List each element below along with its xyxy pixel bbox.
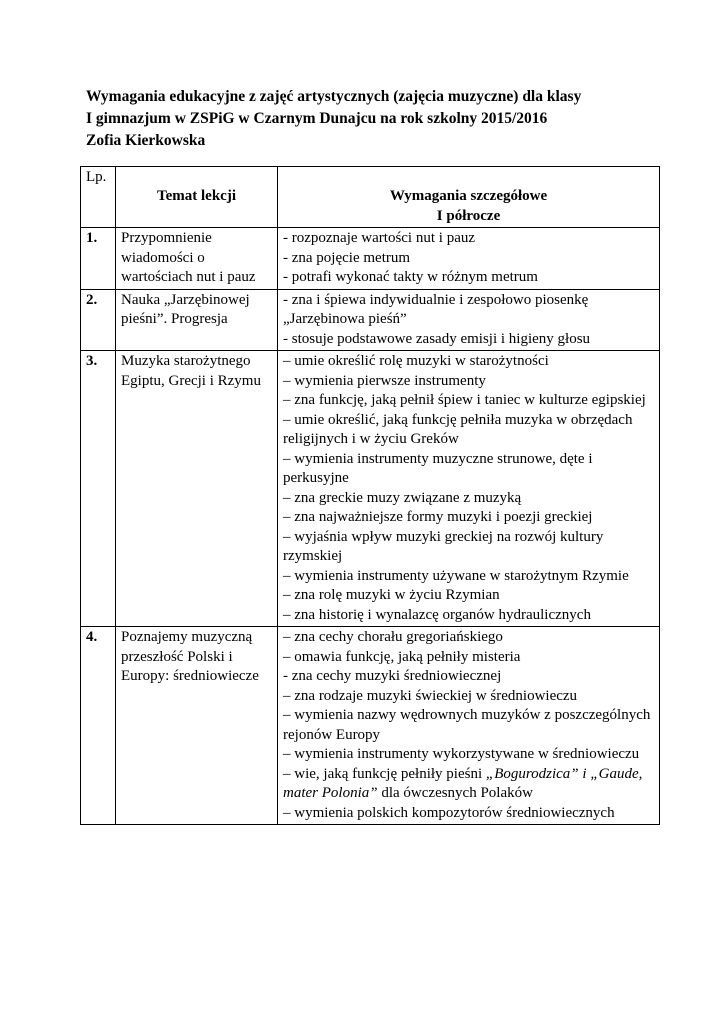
requirement-item: – zna cechy chorału gregoriańskiego (283, 629, 503, 645)
requirement-item: – omawia funkcję, jaką pełniły misteria (283, 648, 521, 665)
requirement-item: – wymienia polskich kompozytorów średniowiecznych (283, 804, 615, 821)
row-requirements (278, 228, 660, 290)
row-topic: Poznajemy muzyczną przeszłość Polski i Europy: średniowiecze (116, 627, 278, 825)
row-number: 1. (81, 228, 116, 290)
header-semester-label: I półrocze (436, 207, 501, 224)
requirement-item: – umie określić, jaką funkcję pełniła muzyka w obrzędach religijnych i w życiu Greków (283, 411, 633, 447)
requirement-text: dla ówczesnych Polaków (377, 785, 533, 801)
row-topic: Muzyka starożytnego Egiptu, Grecji i Rzymu (116, 351, 278, 627)
song-titles: „Bogurodzica” i „Gaude, mater Polonia” (283, 765, 643, 801)
requirement-item: – wymienia nazwy wędrownych muzyków z poszczególnych rejonów Europy (283, 707, 651, 743)
row-requirements (278, 351, 660, 627)
requirement-item: – zna historię i wynalazcę organów hydraulicznych (283, 606, 591, 623)
title-line-1: Wymagania edukacyjne z zajęć artystycznych (zajęcia muzyczne) dla klasy (86, 88, 582, 105)
document-title (86, 86, 686, 152)
row-requirements (278, 289, 660, 351)
requirement-item: - rozpoznaje wartości nut i pauz (283, 230, 476, 246)
requirement-item: – umie określić rolę muzyki w starożytności (283, 353, 549, 369)
requirement-item: – wyjaśnia wpływ muzyki greckiej na rozwój kultury rzymskiej (283, 528, 604, 564)
table-row (81, 351, 660, 627)
header-topic-label: Temat lekcji (156, 188, 236, 204)
row-number: 4. (81, 627, 116, 825)
row-number: 3. (81, 351, 116, 627)
requirement-item: – wymienia instrumenty używane w starożytnym Rzymie (283, 567, 629, 584)
requirement-item: - zna cechy muzyki średniowiecznej (283, 668, 502, 684)
requirement-item: – wymienia pierwsze instrumenty (283, 372, 486, 389)
header-lp: Lp. (81, 167, 116, 228)
requirement-text: – wie, jaką funkcję pełniły pieśni (283, 765, 486, 782)
header-requirements (278, 167, 660, 228)
requirement-item: - zna i śpiewa indywidualnie i zespołowo piosenkę „Jarzębinowa pieśń” (283, 291, 589, 327)
title-author: Zofia Kierkowska (86, 132, 206, 149)
header-requirements-label: Wymagania szczegółowe (389, 188, 548, 204)
table-row (81, 228, 660, 290)
requirements-table (80, 166, 660, 825)
row-requirements (278, 627, 660, 825)
requirement-item: - stosuje podstawowe zasady emisji i higieny głosu (283, 330, 591, 347)
requirement-item: – zna greckie muzy związane z muzyką (283, 489, 522, 506)
row-topic: Nauka „Jarzębinowej pieśni”. Progresja (116, 289, 278, 351)
requirement-item: - zna pojęcie metrum (283, 249, 411, 266)
requirement-item: - potrafi wykonać takty w różnym metrum (283, 269, 538, 285)
requirement-item: – zna najważniejsze formy muzyki i poezji greckiej (283, 509, 593, 525)
requirement-item: – zna funkcję, jaką pełnił śpiew i taniec w kulturze egipskiej (283, 392, 646, 408)
requirement-item: – wymienia instrumenty wykorzystywane w średniowieczu (283, 746, 640, 762)
requirement-item: – wymienia instrumenty muzyczne strunowe, dęte i perkusyjne (283, 450, 593, 486)
table-row (81, 289, 660, 351)
row-number: 2. (81, 289, 116, 351)
header-topic (116, 167, 278, 228)
requirement-item-with-titles (283, 765, 654, 804)
requirement-item: – zna rolę muzyki w życiu Rzymian (283, 587, 500, 603)
table-row (81, 627, 660, 825)
requirement-item: – zna rodzaje muzyki świeckiej w średniowieczu (283, 687, 578, 704)
title-line-2: I gimnazjum w ZSPiG w Czarnym Dunajcu na rok szkolny 2015/2016 (86, 110, 548, 127)
table-header-row (81, 167, 660, 228)
row-topic: Przypomnienie wiadomości o wartościach nut i pauz (116, 228, 278, 290)
